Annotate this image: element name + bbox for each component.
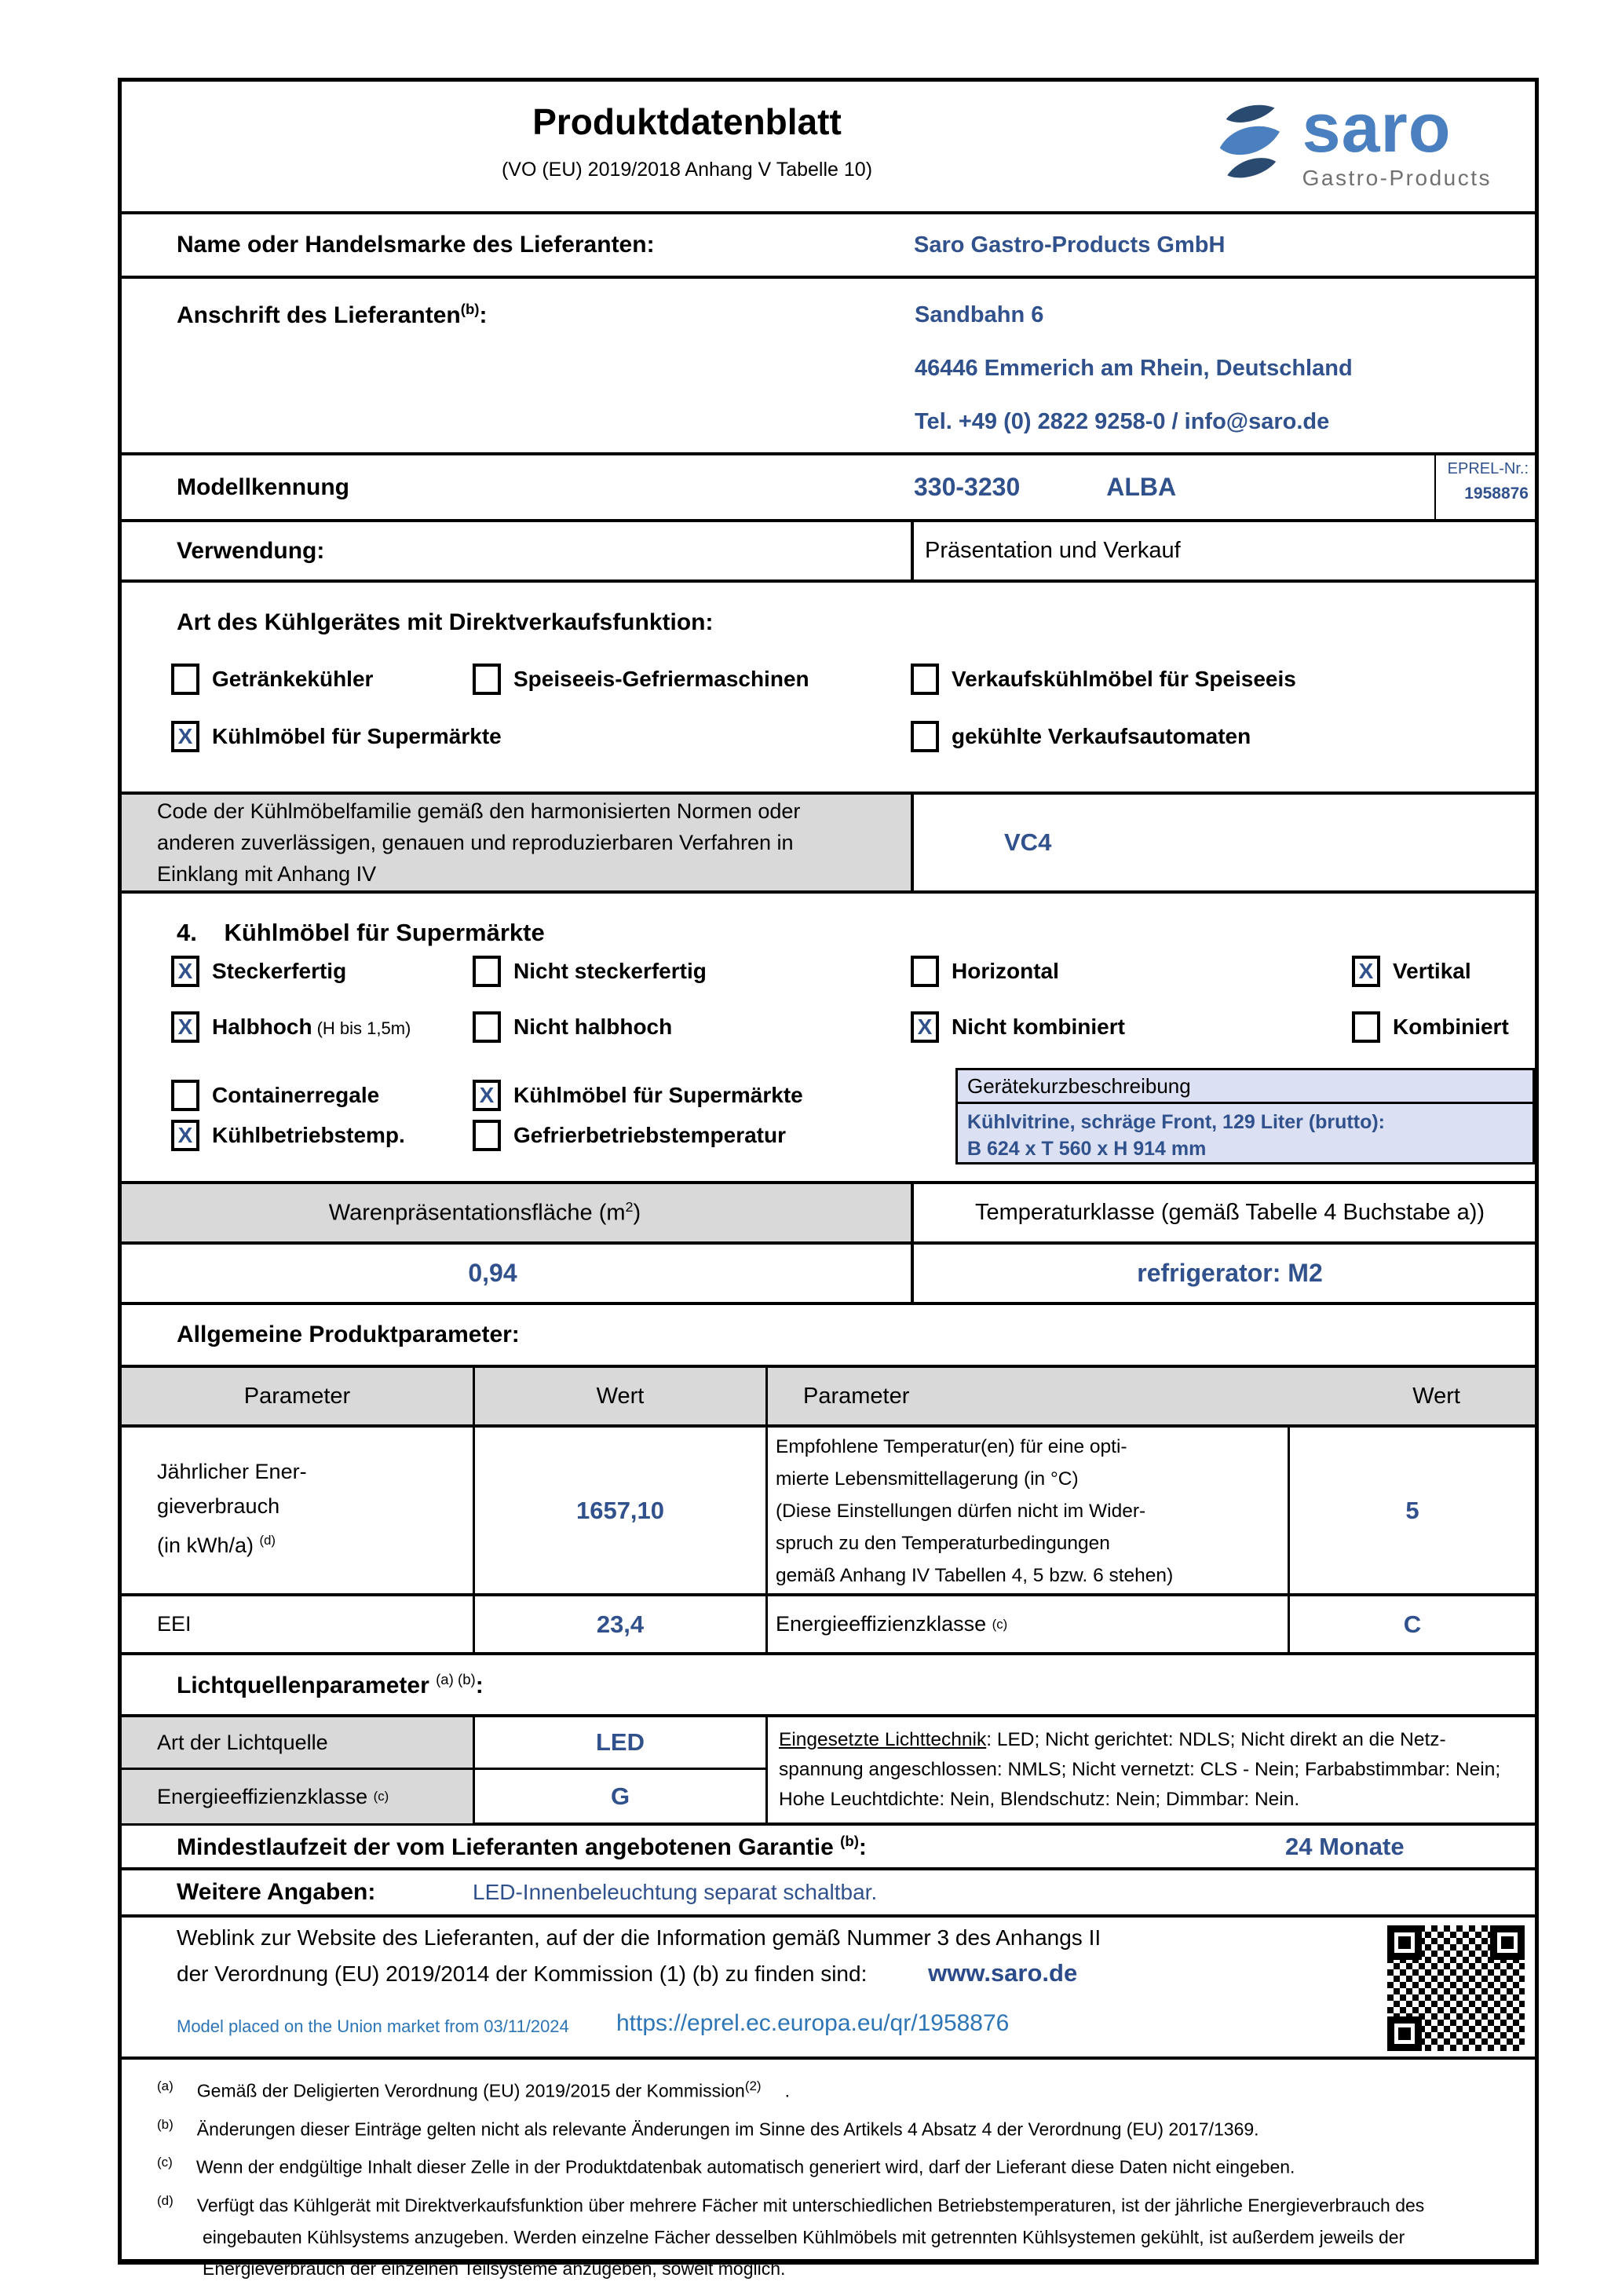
supplier-address-label	[122, 301, 914, 329]
col-header-right	[768, 1368, 1535, 1424]
checkbox-label: Steckerfertig	[212, 959, 347, 983]
address-label-sup: (b)	[460, 301, 480, 317]
light-tech-rest: : LED; Nicht gerichtet: NDLS; Nicht direkt an die Netz-spannung angeschlossen: NMLS; Nicht vernetzt: CLS - Nein; Farbabstimmbar: Nein; Hohe Leuchtdichte: Nein, Blendschutz: Nein; Dimmbar: Nein.	[779, 1729, 1501, 1810]
option-kombiniert	[1352, 1011, 1509, 1043]
checkbox-mark: X	[917, 1015, 933, 1039]
option-speiseeis-gefriermaschinen	[473, 664, 809, 695]
light-type-label: Art der Lichtquelle	[122, 1717, 475, 1768]
tempclass-value: refrigerator: M2	[1137, 1259, 1323, 1287]
param-energy-line: Jährlicher Ener-	[157, 1460, 307, 1483]
warranty-value: 24 Monate	[1285, 1832, 1405, 1860]
checkbox-label: Speiseeis-Gefriermaschinen	[513, 667, 809, 691]
option-kuehlbetriebstemp	[171, 1120, 405, 1151]
checkbox-label: Nicht steckerfertig	[513, 959, 707, 983]
warranty-label	[122, 1833, 867, 1861]
saro-logo-icon	[1215, 101, 1290, 189]
param-class-text: Energieeffizienzklasse	[776, 1612, 987, 1636]
checkbox-label: Kühlmöbel für Supermärkte	[513, 1083, 803, 1107]
warranty-label-colon: :	[858, 1834, 867, 1860]
area-header-pre: Warenpräsentationsfläche (m	[328, 1200, 626, 1226]
header	[122, 82, 1535, 214]
model-row	[122, 455, 1535, 522]
checkbox-mark: X	[1358, 959, 1374, 983]
extra-label: Weitere Angaben:	[177, 1879, 376, 1905]
light-row-class	[122, 1770, 765, 1823]
footnote-marker: (a)	[157, 2078, 174, 2093]
section4-heading	[177, 919, 545, 947]
checkbox	[911, 1011, 939, 1043]
area-value-row	[122, 1245, 1535, 1305]
eprel-link[interactable]: https://eprel.ec.europa.eu/qr/1958876	[616, 2010, 1010, 2036]
checkbox-label: Horizontal	[952, 959, 1059, 983]
option-kuehlmoebel-supermaerkte	[171, 721, 502, 752]
checkbox-label: Containerregale	[212, 1083, 380, 1107]
col-header-wert-1: Wert	[475, 1368, 768, 1424]
light-class-value: G	[610, 1782, 630, 1810]
model-name: ALBA	[1106, 473, 1177, 501]
checkbox	[911, 721, 939, 752]
usage-label: Verwendung:	[177, 537, 325, 564]
param-temp-line: (Diese Einstellungen dürfen nicht im Wider-	[776, 1501, 1146, 1522]
option-vertikal	[1352, 956, 1471, 987]
option-nicht-kombiniert	[911, 1011, 1125, 1043]
footnote-period: .	[784, 2080, 790, 2101]
footnote-ref-sup: (2)	[744, 2078, 762, 2093]
light-table-left	[122, 1717, 768, 1823]
checkbox-label: gekühlte Verkaufsautomaten	[952, 724, 1251, 748]
light-heading-colon: :	[475, 1672, 484, 1698]
checkbox	[911, 664, 939, 695]
supermarket-cabinet-section	[122, 894, 1535, 1184]
checkbox	[1352, 1011, 1380, 1043]
usage-row	[122, 522, 1535, 583]
light-heading-text: Lichtquellenparameter	[177, 1672, 429, 1698]
area-header-row	[122, 1184, 1535, 1245]
checkbox	[171, 1080, 199, 1111]
param-eei-value: 23,4	[475, 1596, 768, 1652]
params-heading: Allgemeine Produktparameter:	[177, 1322, 520, 1347]
light-class-text: Energieeffizienzklasse	[157, 1784, 368, 1808]
supplier-name-value: Saro Gastro-Products GmbH	[914, 232, 1226, 258]
page-subtitle: (VO (EU) 2019/2018 Anhang V Tabelle 10)	[501, 159, 873, 181]
extra-info-row	[122, 1870, 1535, 1918]
param-temp-label	[768, 1428, 1290, 1593]
option-halbhoch	[171, 1011, 411, 1043]
light-type-value: LED	[596, 1728, 645, 1756]
saro-logo	[1215, 89, 1492, 191]
market-date-note: Model placed on the Union market from 03/11/2024	[177, 2016, 569, 2036]
option-horizontal	[911, 956, 1059, 987]
section4-number: 4.	[177, 919, 197, 946]
weblink-row	[122, 1918, 1535, 2060]
supplier-website-link[interactable]: www.saro.de	[928, 1959, 1078, 1987]
params-row-energy	[122, 1428, 1535, 1596]
appliance-type-section	[122, 583, 1535, 795]
address-label-colon: :	[479, 302, 488, 328]
checkbox-label: Nicht kombiniert	[952, 1015, 1125, 1039]
footnote-text: Wenn der endgültige Inhalt dieser Zelle in der Produktdatenbak automatisch generiert wird, darf der Lieferant diese Daten nicht eingeben.	[195, 2156, 1295, 2177]
checkbox	[473, 1120, 501, 1151]
footnote-marker: (b)	[157, 2116, 174, 2132]
model-code: 330-3230	[914, 473, 1021, 501]
checkbox-mark: X	[177, 1123, 193, 1147]
weblink-line1: Weblink zur Website des Lieferanten, auf der die Information gemäß Nummer 3 des Anhangs II	[177, 1925, 1101, 1950]
family-code-value: VC4	[1004, 828, 1052, 856]
halbhoch-note: (H bis 1,5m)	[316, 1018, 411, 1038]
light-table	[122, 1717, 1535, 1826]
footnotes	[122, 2060, 1535, 2279]
area-header	[329, 1199, 703, 1227]
footnote-marker: (d)	[157, 2192, 174, 2208]
col-header-parameter-1: Parameter	[122, 1368, 475, 1424]
section4-title: Kühlmöbel für Supermärkte	[224, 919, 545, 946]
logo-text	[1302, 89, 1492, 191]
appliance-type-heading: Art des Kühlgerätes mit Direktverkaufsfunktion:	[177, 609, 714, 635]
halbhoch-label: Halbhoch	[212, 1015, 312, 1039]
weblink-line2-wrap	[177, 1959, 1077, 1987]
param-temp-line: gemäß Anhang IV Tabellen 4, 5 bzw. 6 stehen)	[776, 1565, 1174, 1586]
option-gekuehlte-verkaufsautomaten	[911, 721, 1251, 752]
light-heading-row	[122, 1655, 1535, 1717]
area-value-cell	[122, 1245, 914, 1302]
checkbox	[171, 956, 199, 987]
device-description-header: Gerätekurzbeschreibung	[955, 1068, 1535, 1104]
param-temp-line: mierte Lebensmittellagerung (in °C)	[776, 1468, 1079, 1490]
warranty-label-sup: (b)	[840, 1832, 859, 1849]
params-table	[122, 1368, 1535, 1655]
supplier-name-row	[122, 214, 1535, 279]
checkbox	[473, 956, 501, 987]
checkbox-label: Nicht halbhoch	[513, 1015, 673, 1039]
usage-label-cell	[122, 522, 914, 579]
qr-finder-icon	[1387, 1925, 1422, 1960]
footnote-marker: (c)	[157, 2155, 173, 2170]
checkbox	[171, 1120, 199, 1151]
device-description-line: B 624 x T 560 x H 914 mm	[967, 1138, 1207, 1160]
area-header-sup: 2	[625, 1199, 634, 1216]
checkbox-mark: X	[177, 1015, 193, 1039]
tempclass-header: Temperaturklasse (gemäß Tabelle 4 Buchstabe a))	[974, 1200, 1485, 1225]
family-code-row	[122, 795, 1535, 894]
option-steckerfertig	[171, 956, 346, 987]
checkbox-mark: X	[177, 959, 193, 983]
params-row-eei	[122, 1596, 1535, 1655]
light-heading	[122, 1671, 484, 1699]
option-nicht-halbhoch	[473, 1011, 672, 1043]
param-energy-unit: (in kWh/a)	[157, 1534, 254, 1557]
checkbox	[1352, 956, 1380, 987]
eprel-label: EPREL-Nr.:	[1447, 460, 1529, 477]
tempclass-value-cell	[914, 1259, 1535, 1288]
light-heading-sup: (a) (b)	[436, 1670, 476, 1687]
light-class-sup: (c)	[373, 1789, 389, 1804]
footnote-d	[157, 2185, 1492, 2284]
checkbox	[171, 1011, 199, 1043]
logo-brand: saro	[1302, 89, 1452, 166]
supplier-address-value	[915, 288, 1353, 448]
footnote-text: Verfügt das Kühlgerät mit Direktverkaufsfunktion über mehrere Fächer mit unterschiedlichen Betriebstemperaturen, ist der jährliche Energieverbrauch des eingebauten Kühlsystems anzugeben. Werden einzelne Fächer desselben Kühlmöbels mit getrennten Kühlsystemen gekühlt, ist außerdem jeweils der Energieverbrauch der einzelnen Teilsysteme anzugeben, soweit möglich.	[196, 2195, 1425, 2279]
light-tech-lead: Eingesetzte Lichttechnik	[779, 1729, 987, 1750]
checkbox-label: Verkaufskühlmöbel für Speiseeis	[952, 667, 1296, 691]
footnote-a	[157, 2071, 1492, 2107]
supplier-name-label: Name oder Handelsmarke des Lieferanten:	[177, 232, 655, 258]
usage-value: Präsentation und Verkauf	[925, 538, 1181, 563]
device-description-line: Kühlvitrine, schräge Front, 129 Liter (brutto):	[967, 1111, 1385, 1133]
param-energy-line: gieverbrauch	[157, 1494, 280, 1518]
checkbox	[171, 664, 199, 695]
family-code-value-cell	[914, 828, 1535, 857]
option-verkaufskuehlmoebel-speiseeis	[911, 664, 1296, 695]
extra-value: LED-Innenbeleuchtung separat schaltbar.	[473, 1880, 878, 1904]
model-label: Modellkennung	[177, 473, 349, 500]
param-energy-value: 1657,10	[475, 1428, 768, 1593]
checkbox	[911, 956, 939, 987]
option-gefrierbetriebstemperatur	[473, 1120, 786, 1151]
footnote-text: Änderungen dieser Einträge gelten nicht als relevante Änderungen im Sinne des Artikels 4 Absatz 4 der Verordnung (EU) 2017/1369.	[196, 2119, 1259, 2140]
device-description-box	[955, 1102, 1535, 1164]
checkbox-label: Kühlbetriebstemp.	[212, 1123, 405, 1147]
checkbox	[473, 664, 501, 695]
checkbox-mark: X	[177, 724, 193, 748]
params-heading-row	[122, 1305, 1535, 1368]
param-temp-line: spruch zu den Temperaturbedingungen	[776, 1533, 1110, 1554]
footnote-text: Gemäß der Deligierten Verordnung (EU) 2019/2015 der Kommission	[196, 2080, 745, 2101]
qr-finder-icon	[1387, 2016, 1422, 2051]
address-label-text: Anschrift des Lieferanten	[177, 302, 461, 328]
qr-finder-icon	[1490, 1925, 1525, 1960]
address-line: Sandbahn 6	[915, 302, 1044, 327]
address-line: 46446 Emmerich am Rhein, Deutschland	[915, 356, 1353, 381]
param-class-sup: (c)	[992, 1616, 1008, 1632]
param-temp-value: 5	[1405, 1496, 1419, 1524]
option-getraenkekuehler	[171, 664, 373, 695]
area-header-post: )	[633, 1200, 641, 1226]
param-energy-line	[157, 1523, 473, 1563]
logo-tagline: Gastro-Products	[1302, 165, 1492, 190]
area-header-cell	[122, 1184, 914, 1241]
supplier-address-row	[122, 279, 1535, 455]
eprel-number: 1958876	[1464, 484, 1529, 503]
param-eei-label: EEI	[122, 1596, 475, 1652]
footnote-b	[157, 2109, 1492, 2145]
light-class-label	[122, 1770, 475, 1823]
warranty-row	[122, 1826, 1535, 1870]
checkbox-label: Getränkekühler	[212, 667, 374, 691]
weblink-line2: der Verordnung (EU) 2019/2014 der Kommission (1) (b) zu finden sind:	[177, 1961, 868, 1986]
checkbox-label	[212, 1015, 411, 1040]
checkbox-label: Kühlmöbel für Supermärkte	[212, 724, 502, 748]
param-class-value: C	[1403, 1610, 1422, 1638]
param-energy-label	[122, 1428, 475, 1593]
title-block	[357, 101, 1017, 181]
extra-label-cell	[122, 1879, 473, 1906]
checkbox	[473, 1011, 501, 1043]
col-header-wert-2: Wert	[1412, 1383, 1460, 1409]
footnote-c	[157, 2147, 1492, 2183]
family-code-label-cell	[122, 795, 914, 890]
light-tech-paragraph	[768, 1717, 1535, 1823]
page-title: Produktdatenblatt	[532, 101, 842, 142]
product-datasheet	[118, 78, 1539, 2279]
address-line: Tel. +49 (0) 2822 9258-0 / info@saro.de	[915, 409, 1330, 434]
checkbox	[473, 1080, 501, 1111]
family-code-label: Code der Kühlmöbelfamilie gemäß den harmonisierten Normen oder anderen zuverlässigen, genauen und reproduzierbaren Verfahren in Einklang mit Anhang IV	[157, 799, 801, 886]
checkbox	[171, 721, 199, 752]
checkbox-label: Vertikal	[1393, 959, 1471, 983]
option-kuehlmoebel-supermaerkte-2	[473, 1080, 803, 1111]
qr-code	[1387, 1925, 1525, 2051]
eprel-box	[1434, 455, 1535, 519]
param-energy-sup: (d)	[259, 1533, 276, 1548]
light-row-type	[122, 1717, 765, 1770]
option-containerregale	[171, 1080, 379, 1111]
option-nicht-steckerfertig	[473, 956, 707, 987]
param-class-label	[768, 1596, 1290, 1652]
params-table-header	[122, 1368, 1535, 1428]
checkbox-mark: X	[479, 1083, 495, 1107]
warranty-label-text: Mindestlaufzeit der vom Lieferanten angebotenen Garantie	[177, 1834, 834, 1860]
checkbox-label: Gefrierbetriebstemperatur	[513, 1123, 787, 1147]
col-header-parameter-2: Parameter	[803, 1383, 910, 1409]
param-temp-line: Empfohlene Temperatur(en) für eine opti-	[776, 1436, 1127, 1457]
checkbox-label: Kombiniert	[1393, 1015, 1509, 1039]
tempclass-header-cell	[914, 1200, 1535, 1226]
area-value: 0,94	[468, 1259, 517, 1287]
